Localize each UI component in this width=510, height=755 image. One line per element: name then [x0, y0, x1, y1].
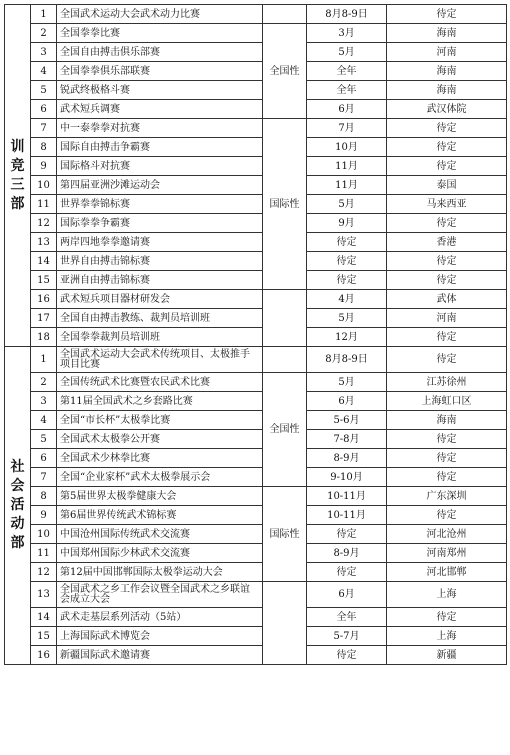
table-row — [5, 544, 507, 563]
event-date: 5月 — [307, 309, 387, 328]
event-name: 亚洲自由搏击锦标赛 — [57, 271, 263, 290]
event-name: 中一泰拳拳对抗赛 — [57, 119, 263, 138]
event-date: 8月8-9日 — [307, 5, 387, 24]
row-number: 8 — [31, 138, 57, 157]
table-row — [5, 176, 507, 195]
row-number: 7 — [31, 468, 57, 487]
table-row — [5, 487, 507, 506]
table-row — [5, 608, 507, 627]
event-name: 中国郑州国际少林武术交流赛 — [57, 544, 263, 563]
event-name: 全国自由搏击俱乐部赛 — [57, 43, 263, 62]
event-name: 第5届世界太极拳健康大会 — [57, 487, 263, 506]
table-row — [5, 62, 507, 81]
table-row — [5, 373, 507, 392]
row-number: 9 — [31, 157, 57, 176]
event-date: 5-6月 — [307, 411, 387, 430]
event-name: 武术走基层系列活动（5站） — [57, 608, 263, 627]
row-number: 9 — [31, 506, 57, 525]
row-number: 4 — [31, 411, 57, 430]
event-name: 世界自由搏击锦标赛 — [57, 252, 263, 271]
event-place: 待定 — [387, 252, 507, 271]
row-number: 5 — [31, 430, 57, 449]
event-name: 全国传统武术比赛暨农民武术比赛 — [57, 373, 263, 392]
row-number: 5 — [31, 81, 57, 100]
event-name: 国际格斗对抗赛 — [57, 157, 263, 176]
event-date: 7-8月 — [307, 430, 387, 449]
table-row — [5, 411, 507, 430]
scope-cell: 全国性 — [263, 24, 307, 119]
table-row — [5, 627, 507, 646]
table-row — [5, 138, 507, 157]
event-date: 全年 — [307, 608, 387, 627]
row-number: 11 — [31, 195, 57, 214]
row-number: 16 — [31, 646, 57, 665]
table-row — [5, 525, 507, 544]
event-date: 6月 — [307, 582, 387, 608]
table-row — [5, 563, 507, 582]
row-number: 12 — [31, 214, 57, 233]
event-place: 上海虹口区 — [387, 392, 507, 411]
event-date: 5月 — [307, 195, 387, 214]
event-date: 9月 — [307, 214, 387, 233]
event-place: 武汉体院 — [387, 100, 507, 119]
table-row — [5, 81, 507, 100]
table-row — [5, 430, 507, 449]
event-date: 全年 — [307, 62, 387, 81]
event-name: 全国武术少林拳比赛 — [57, 449, 263, 468]
scope-cell — [263, 582, 307, 665]
event-name: 第12届中国邯郸国际太极拳运动大会 — [57, 563, 263, 582]
event-place: 河北邯郸 — [387, 563, 507, 582]
table-row — [5, 100, 507, 119]
event-place: 待定 — [387, 5, 507, 24]
event-date: 8-9月 — [307, 544, 387, 563]
event-place: 海南 — [387, 62, 507, 81]
table-row — [5, 468, 507, 487]
event-name: 全国拳拳俱乐部联赛 — [57, 62, 263, 81]
row-number: 7 — [31, 119, 57, 138]
event-place: 海南 — [387, 81, 507, 100]
scope-cell — [263, 290, 307, 347]
event-date: 11月 — [307, 157, 387, 176]
event-date: 4月 — [307, 290, 387, 309]
event-name: 武术短兵调赛 — [57, 100, 263, 119]
event-place: 广东深圳 — [387, 487, 507, 506]
event-date: 10月 — [307, 138, 387, 157]
table-row — [5, 271, 507, 290]
row-number: 6 — [31, 100, 57, 119]
event-name: 全国武术太极拳公开赛 — [57, 430, 263, 449]
table-row — [5, 646, 507, 665]
event-name: 全国武术之乡工作会议暨全国武术之乡联谊会成立大会 — [57, 582, 263, 608]
event-date: 6月 — [307, 392, 387, 411]
table-row — [5, 252, 507, 271]
event-date: 3月 — [307, 24, 387, 43]
table-row — [5, 449, 507, 468]
row-number: 2 — [31, 24, 57, 43]
event-name: 全国“市长杯”太极拳比赛 — [57, 411, 263, 430]
event-place: 待定 — [387, 608, 507, 627]
row-number: 1 — [31, 5, 57, 24]
row-number: 6 — [31, 449, 57, 468]
event-place: 待定 — [387, 430, 507, 449]
event-place: 待定 — [387, 214, 507, 233]
event-place: 待定 — [387, 119, 507, 138]
event-name: 全国武术运动大会武术传统项目、太极推手项目比赛 — [57, 347, 263, 373]
event-place: 新疆 — [387, 646, 507, 665]
event-date: 6月 — [307, 100, 387, 119]
table-row — [5, 233, 507, 252]
row-number: 15 — [31, 271, 57, 290]
event-schedule-table — [4, 4, 507, 665]
event-place: 河南 — [387, 309, 507, 328]
event-date: 待定 — [307, 646, 387, 665]
event-place: 待定 — [387, 347, 507, 373]
event-name: 世界拳拳锦标赛 — [57, 195, 263, 214]
event-place: 待定 — [387, 271, 507, 290]
event-place: 武体 — [387, 290, 507, 309]
event-place: 上海 — [387, 627, 507, 646]
event-name: 国际自由搏击争霸赛 — [57, 138, 263, 157]
row-number: 15 — [31, 627, 57, 646]
table-row — [5, 195, 507, 214]
event-name: 全国拳拳裁判员培训班 — [57, 328, 263, 347]
event-name: 中国沧州国际传统武术交流赛 — [57, 525, 263, 544]
scope-cell: 国际性 — [263, 119, 307, 290]
row-number: 14 — [31, 608, 57, 627]
row-number: 3 — [31, 43, 57, 62]
event-place: 待定 — [387, 328, 507, 347]
event-place: 河南郑州 — [387, 544, 507, 563]
row-number: 18 — [31, 328, 57, 347]
event-name: 两岸四地拳拳邀请赛 — [57, 233, 263, 252]
department-label: 社会活动部 — [5, 347, 31, 665]
table-row — [5, 582, 507, 608]
event-name: 第6届世界传统武术锦标赛 — [57, 506, 263, 525]
event-date: 待定 — [307, 525, 387, 544]
row-number: 12 — [31, 563, 57, 582]
event-name: 全国武术运动大会武术动力比赛 — [57, 5, 263, 24]
event-place: 上海 — [387, 582, 507, 608]
event-name: 上海国际武术博览会 — [57, 627, 263, 646]
scope-cell — [263, 347, 307, 373]
scope-cell: 全国性 — [263, 373, 307, 487]
event-place: 河南 — [387, 43, 507, 62]
event-date: 11月 — [307, 176, 387, 195]
event-date: 全年 — [307, 81, 387, 100]
department-label: 训竞三部 — [5, 5, 31, 347]
event-name: 全国拳拳比赛 — [57, 24, 263, 43]
event-date: 待定 — [307, 271, 387, 290]
event-name: 全国“企业家杯”武术太极拳展示会 — [57, 468, 263, 487]
event-place: 待定 — [387, 157, 507, 176]
row-number: 14 — [31, 252, 57, 271]
event-date: 5月 — [307, 43, 387, 62]
event-place: 待定 — [387, 449, 507, 468]
table-row — [5, 157, 507, 176]
event-place: 泰国 — [387, 176, 507, 195]
event-date: 12月 — [307, 328, 387, 347]
table-row — [5, 290, 507, 309]
table-row — [5, 506, 507, 525]
table-row — [5, 43, 507, 62]
event-date: 10-11月 — [307, 506, 387, 525]
event-name: 第11届全国武术之乡套路比赛 — [57, 392, 263, 411]
event-name: 第四届亚洲沙滩运动会 — [57, 176, 263, 195]
event-date: 5月 — [307, 373, 387, 392]
event-name: 新疆国际武术邀请赛 — [57, 646, 263, 665]
table-row — [5, 214, 507, 233]
event-place: 河北沧州 — [387, 525, 507, 544]
row-number: 13 — [31, 582, 57, 608]
event-place: 待定 — [387, 468, 507, 487]
event-date: 5-7月 — [307, 627, 387, 646]
row-number: 10 — [31, 525, 57, 544]
scope-cell: 国际性 — [263, 487, 307, 582]
row-number: 4 — [31, 62, 57, 81]
row-number: 2 — [31, 373, 57, 392]
row-number: 13 — [31, 233, 57, 252]
row-number: 16 — [31, 290, 57, 309]
row-number: 8 — [31, 487, 57, 506]
table-row — [5, 5, 507, 24]
event-date: 10-11月 — [307, 487, 387, 506]
event-date: 8-9月 — [307, 449, 387, 468]
scope-cell — [263, 5, 307, 24]
event-place: 待定 — [387, 138, 507, 157]
event-name: 武术短兵项目器材研发会 — [57, 290, 263, 309]
event-date: 7月 — [307, 119, 387, 138]
event-name: 全国自由搏击教练、裁判员培训班 — [57, 309, 263, 328]
table-row — [5, 24, 507, 43]
table-row — [5, 309, 507, 328]
table-row — [5, 328, 507, 347]
table-row — [5, 392, 507, 411]
row-number: 11 — [31, 544, 57, 563]
event-place: 待定 — [387, 506, 507, 525]
event-date: 待定 — [307, 252, 387, 271]
event-name: 国际拳拳争霸赛 — [57, 214, 263, 233]
event-place: 香港 — [387, 233, 507, 252]
row-number: 17 — [31, 309, 57, 328]
event-name: 锐武终极格斗赛 — [57, 81, 263, 100]
event-place: 马来西亚 — [387, 195, 507, 214]
event-date: 待定 — [307, 563, 387, 582]
event-place: 海南 — [387, 24, 507, 43]
row-number: 3 — [31, 392, 57, 411]
event-date: 8月8-9日 — [307, 347, 387, 373]
event-date: 9-10月 — [307, 468, 387, 487]
table-row — [5, 119, 507, 138]
event-date: 待定 — [307, 233, 387, 252]
event-place: 海南 — [387, 411, 507, 430]
event-place: 江苏徐州 — [387, 373, 507, 392]
table-row — [5, 347, 507, 373]
row-number: 1 — [31, 347, 57, 373]
row-number: 10 — [31, 176, 57, 195]
